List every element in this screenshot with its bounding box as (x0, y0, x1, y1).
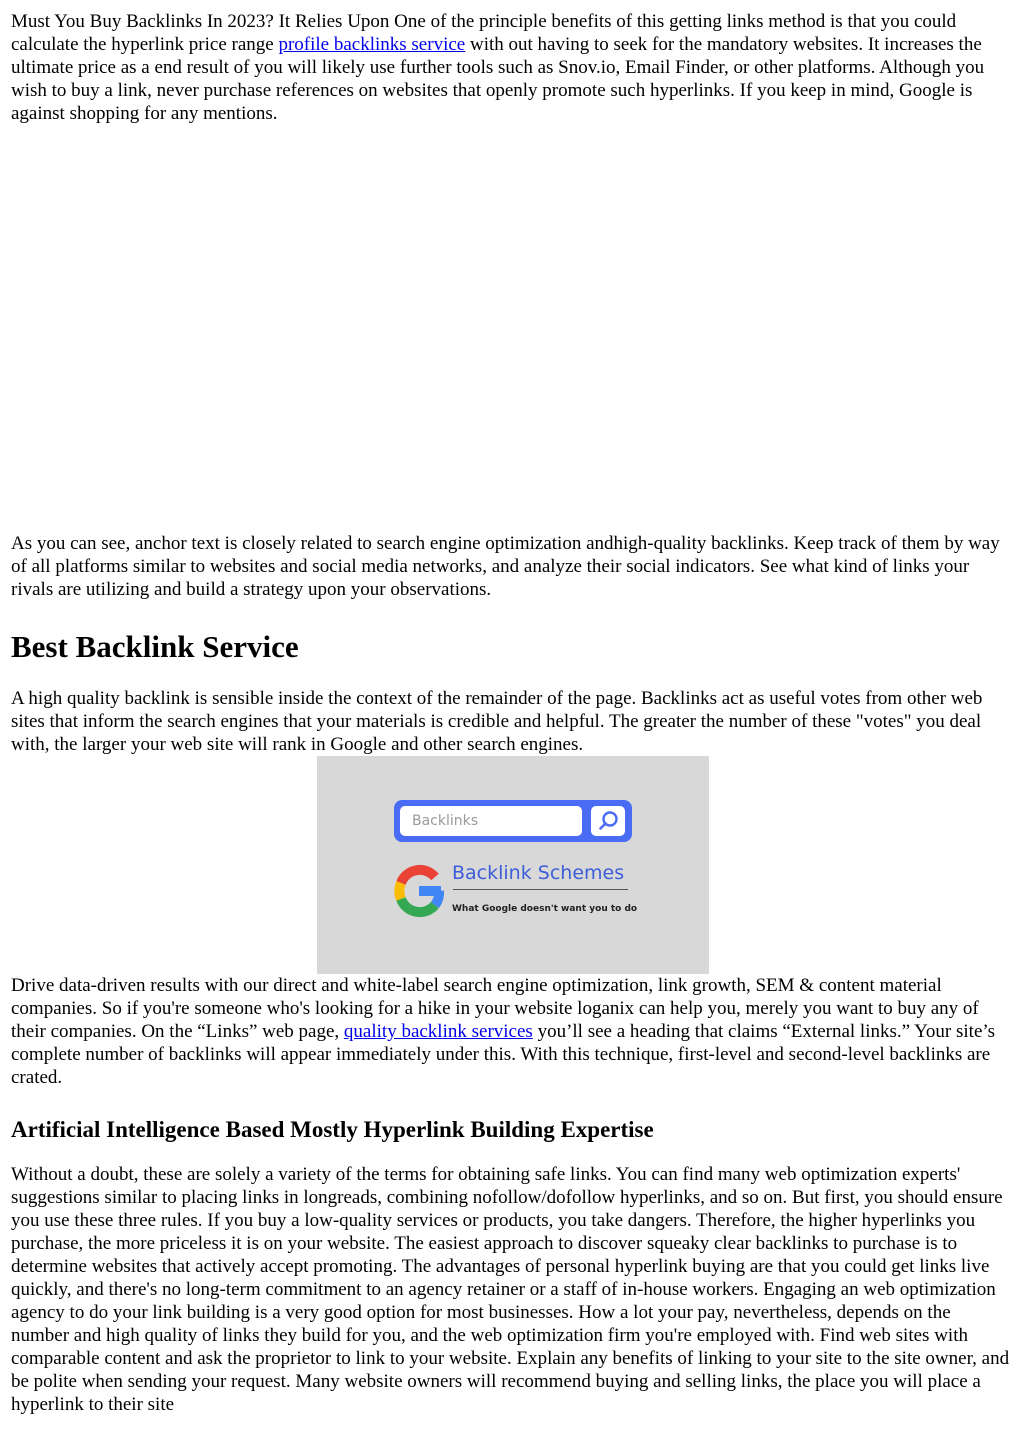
intro-text-before: Must You Buy Backlinks In 2023? It Relies Upon One of the principle benefits of this getting links method is that you could calculate the hyperlink price range (11, 11, 957, 55)
search-button-graphic (591, 806, 625, 836)
quality-backlink-services-link[interactable]: quality backlink services (343, 1021, 533, 1042)
search-bar-graphic (394, 800, 632, 842)
intro-paragraph (11, 10, 1013, 125)
quality-backlink-paragraph: A high quality backlink is sensible inside the context of the remainder of the page. Backlinks act as useful votes from other web sites that inform the search engines that your materials is credible and helpful. The greater the number of these "votes" you deal with, the larger your web site will rank in Google and other search engines. (11, 688, 983, 755)
intro-text-after: with out having to seek for the mandatory websites. It increases the ultimate price as a end result of you will likely use further tools such as Snov.io, Email Finder, or other platforms. Although you wish to buy a link, never purchase references on websites that openly promote such hyperlinks. If you keep in mind, Google is against shopping for any mentions. (11, 34, 985, 124)
article (11, 10, 1013, 1416)
data-driven-paragraph (11, 974, 1013, 1089)
search-icon (591, 806, 625, 836)
safe-links-paragraph: Without a doubt, these are solely a variety of the terms for obtaining safe links. You can find many web optimization experts' suggestions similar to placing links in longreads, combining nofollow/dofollow hyperlinks, and so on. But first, you should ensure you use these three rules. If you buy a low-quality services or products, you take dangers. Therefore, the higher hyperlinks you purchase, the more priceless it is on your website. The easiest approach to discover squeaky clear backlinks to purchase is to determine websites that actively accept promoting. The advantages of personal hyperlink buying are that you could get links live quickly, and there's no long-term commitment to an agency retainer or a staff of in-house workers. Engaging an web optimization agency to do your link building is a very good option for most businesses. How a lot your pay, nevertheless, depends on the number and high quality of links they build for you, and the web optimization firm you're employed with. Find web sites with comparable content and ask the proprietor to link to your website. Explain any benefits of linking to your site to the site owner, and be polite when sending your request. Many website owners will recommend buying and selling links, the place you will place a hyperlink to their site (11, 1164, 1010, 1415)
section-heading-ai-link-building: Artificial Intelligence Based Mostly Hyperlink Building Expertise (11, 1117, 654, 1142)
figure-subtitle: What Google doesn't want you to do (452, 904, 638, 914)
data-driven-text-before: Drive data-driven results with our direct and white-label search engine optimization, link growth, SEM & content material companies. So if you're someone who's looking for a hike in your website loganix can help you, merely you want to buy any of their companies. On the “Links” web page, (11, 975, 979, 1042)
data-driven-text-after: you’ll see a heading that claims “External links.” Your site’s complete number of backlinks will appear immediately under this. With this technique, first-level and second-level backlinks are crated. (11, 1021, 996, 1088)
figure-title: Backlink Schemes (452, 862, 625, 884)
google-logo-icon (392, 864, 446, 918)
search-field-graphic: Backlinks (400, 806, 582, 836)
figure-container (11, 756, 1013, 974)
section-heading-best-backlink: Best Backlink Service (11, 629, 299, 664)
blank-space (11, 125, 1013, 532)
profile-backlinks-link[interactable]: profile backlinks service (278, 34, 466, 55)
backlink-schemes-image (317, 756, 709, 974)
anchor-text-paragraph: As you can see, anchor text is closely related to search engine optimization andhigh-quality backlinks. Keep track of them by way of all platforms similar to websites and social media networks, and analyze their social indicators. See what kind of links your rivals are utilizing and build a strategy upon your observations. (11, 533, 1000, 600)
figure-divider (453, 889, 628, 890)
